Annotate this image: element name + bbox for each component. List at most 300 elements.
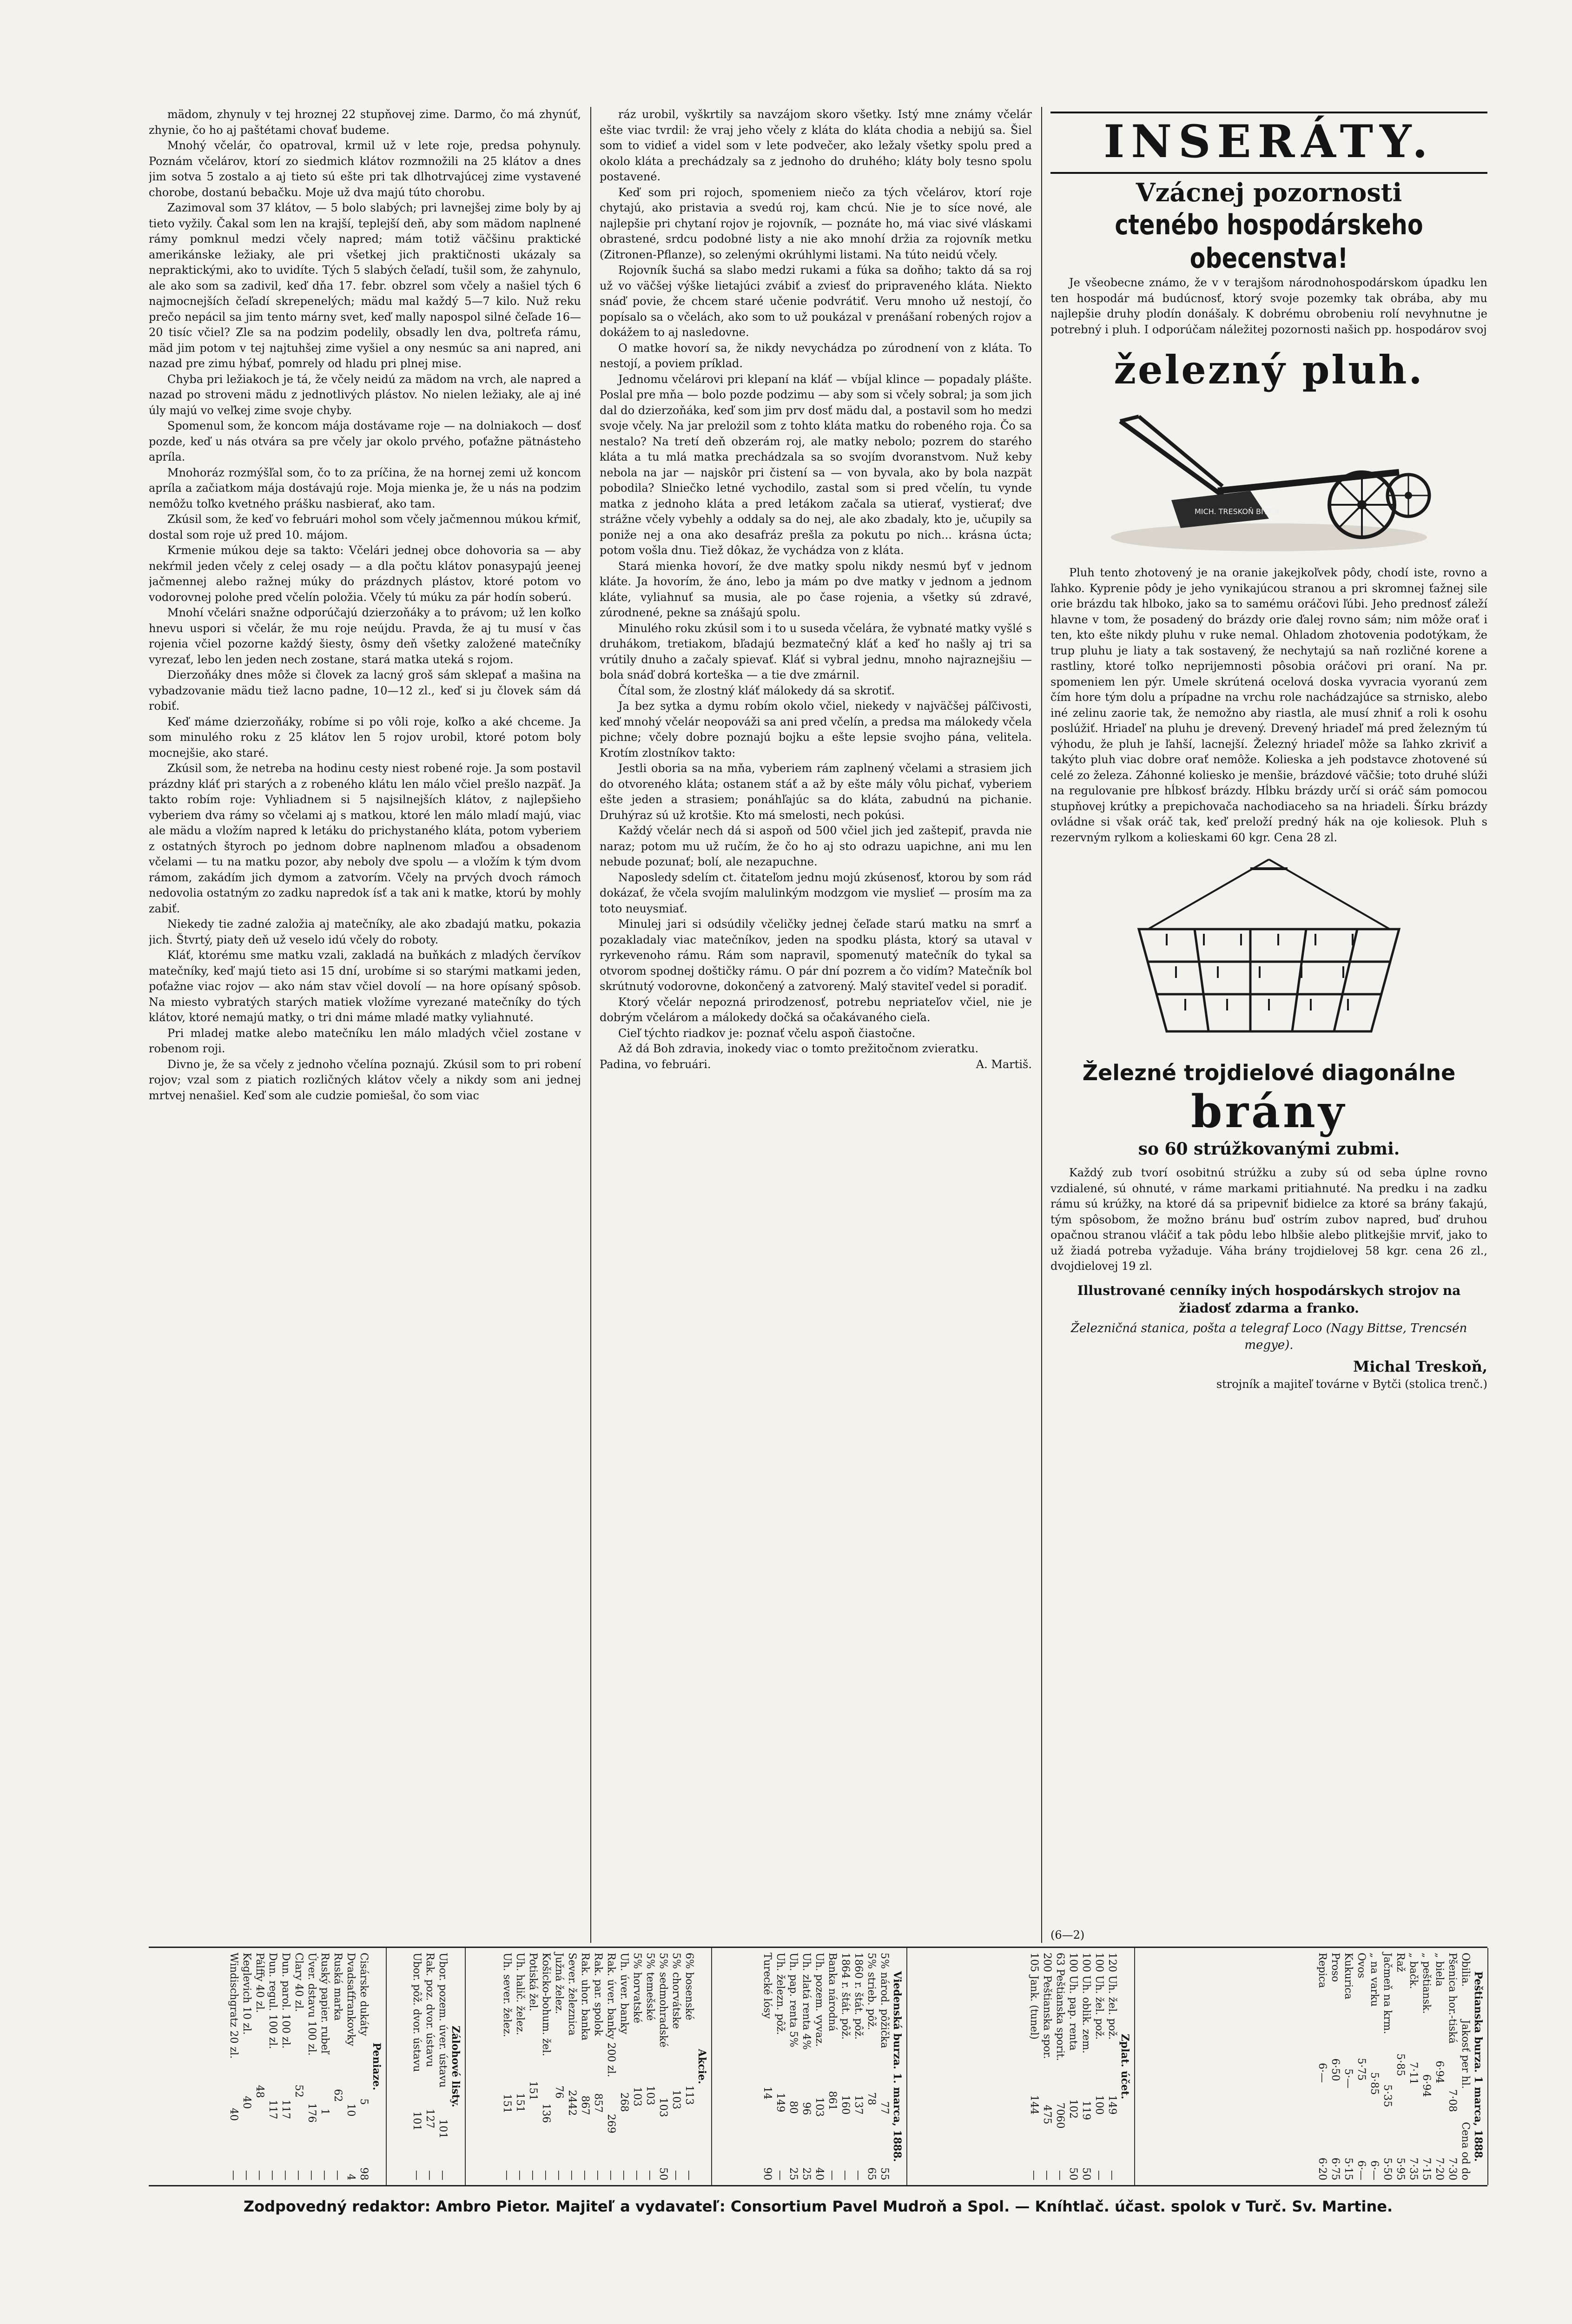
market-table-title: Zplat. účet.: [1119, 2034, 1131, 2100]
market-table-row: [852, 1953, 865, 2180]
article-paragraph: Minulej jari si odsúdily včeličky jednej čeľade starú matku na smrť a pozakladaly viac matečníkov, jeden na spodku plásta, ktorý sa utaval v ryrkevenoho rámu. Rám som napravil, spomenutý matečník do tykal sa otvorom spodnej doštičky rámu. O pár dní pozrem a čo vidím? Matečník bol skrútnutý vodorovne, dokončený a zatvorený. Malý staviteľ vedel si poradiť.: [600, 918, 1032, 993]
market-cell: Košicko-bohum. žel.: [540, 1953, 552, 2056]
market-cell: 5·75: [1355, 2058, 1367, 2081]
article-paragraph: O matke hovorí sa, že nikdy nevychádza po zúrodnení von z kláta. To nestojí, a poviem príklad.: [600, 341, 1032, 370]
market-cell: 55: [878, 2167, 890, 2180]
market-table-row: [812, 1953, 826, 2180]
market-cell: 113: [683, 2085, 695, 2105]
market-cell: 5·—: [1342, 2068, 1354, 2089]
harrow-illustration: [1111, 850, 1427, 1050]
market-cell: 5% temešské: [644, 1953, 656, 2021]
market-table-row: [1380, 1953, 1394, 2180]
market-cell: 7·30: [1447, 2158, 1458, 2180]
market-cell: 6·94: [1433, 2060, 1445, 2084]
inserts-subheading-2: ctenébo hospodárskeho obecenstva!: [1115, 209, 1423, 275]
market-cell: Jačmeň na krm.: [1381, 1953, 1393, 2034]
market-cell: —: [306, 2170, 317, 2180]
market-table-row: [656, 1953, 669, 2180]
market-cell: 62: [332, 2089, 343, 2102]
market-cell: 98: [358, 2167, 370, 2180]
market-cell: —: [332, 2170, 343, 2180]
market-cell: —: [437, 2170, 449, 2180]
market-cell: 5·85: [1368, 2072, 1380, 2095]
market-cell: 103: [670, 2090, 682, 2110]
market-cell: Kukurica: [1342, 1953, 1354, 2000]
article-paragraph: Chyba pri ležiakoch je tá, že včely neidú za mädom na vrch, ale napred a nazad po stroveni mädu z jednotlivých plástov. No nielen ležiaky, ale aj iné úly majú vo veľkej zime svoje chyby.: [149, 372, 581, 417]
market-cell: 127: [424, 2109, 436, 2129]
market-table-row: [826, 1953, 839, 2180]
market-cell: —: [826, 2170, 838, 2180]
market-cell: Clary 40 zl.: [293, 1953, 304, 2012]
market-table-row: [1354, 1953, 1367, 2180]
market-cell: 117: [267, 2100, 278, 2119]
article-paragraph: Minulého roku zkúsil som i to u suseda včelára, že vybnaté matky vyšlé s druhákom, tretiakom, bľadajú bezmatečný kláť a keď ho našly aj tri sa vrútily dnuho a začaly spievať. Kláť si vybral jednu, mnoho najraznejšiu — bola snáď dobrá korteška — a tie dve zmárnil.: [600, 621, 1032, 681]
harrow-ad-headline: brány: [1191, 1085, 1347, 1138]
market-cell: 160: [839, 2095, 851, 2115]
market-cell: Rak. poz. dvor. ústavu: [424, 1953, 436, 2067]
article-paragraph: Divno je, že sa včely z jednoho včelína poznajú. Zkúsil som to pri robení rojov; vzal som z piatich rozličných klátov včely a nikdy som ani jednej mrtvej nenašiel. Keď som ale cudzie pomiešal, čo som viac: [149, 1057, 581, 1102]
market-cell: „ bačk.: [1407, 1953, 1419, 1989]
market-cell: 861: [826, 2091, 838, 2111]
market-table-row: [292, 1953, 305, 2180]
article-paragraph: Krmenie múkou deje sa takto: Včelári jednej obce dohovoria sa — aby nekŕmil jeden včely z celej osady — a dla počtu klátov ponasypajú jeenej jačmennej alebo ražnej múky do prázdnych plástov, ktoré potom vo vodorovnej polohe pred včelín položia. Včely tú múku za pár hodín soberú.: [149, 544, 581, 604]
market-table-row: [617, 1953, 630, 2180]
market-cell: 6·20: [1316, 2158, 1328, 2180]
market-cell: 867: [579, 2095, 591, 2115]
market-table-row: [1367, 1953, 1380, 2180]
market-cell: 103: [631, 2086, 643, 2106]
market-cell: Južná želez.: [553, 1953, 565, 2014]
market-table-title: Viedenská burza. 1. marca, 1888.: [891, 1971, 903, 2162]
market-table-row: [423, 1953, 436, 2180]
market-cell: 137: [852, 2095, 864, 2115]
money-rates-table: [149, 1948, 387, 2185]
market-table-row: [1394, 1953, 1407, 2180]
vienna-exchange-table: [711, 1948, 907, 2185]
market-cell: 63 Peštianska sporit.: [1054, 1953, 1066, 2061]
market-cell: 176: [306, 2103, 317, 2123]
market-cell: Rak. par. spolok: [592, 1953, 604, 2036]
market-cell: 77: [878, 2101, 890, 2114]
mortgage-bonds-table: [386, 1948, 466, 2185]
harrow-ad-subtitle: so 60 strúžkovanými zubmi.: [1138, 1139, 1400, 1159]
plough-maker-mark: MICH. TRESKOŇ BITTSE: [1195, 507, 1282, 516]
market-table-row: [240, 1953, 253, 2180]
market-table-row: [1079, 1953, 1092, 2180]
market-cell: 105 Jank. (tunel): [1028, 1953, 1040, 2040]
article-paragraph: Keď máme dzierzoňáky, robíme si po vôli roje, koľko a aké chceme. Ja som minulého roku z 25 klátov len 5 rojov urobil, ktoré potom boly mocnejšie, ako staré.: [149, 715, 581, 759]
market-cell: 136: [540, 2103, 552, 2123]
market-table-title: Akcie.: [696, 2049, 708, 2084]
article-paragraph: Rojovník šuchá sa slabo medzi rukami a fúka sa doňho; takto dá sa roj už vo väčšej výške lietajúci zvábiť a zviesť do pripraveného kláta. Niekto snáď povie, že chcem staré učenie podvrátiť. Veru mnoho už nestojí, čo popísalo sa o včelách, ako som to už poukázal v prenášaní robených rojov a dokážem to aj nasledovne.: [600, 264, 1032, 339]
market-cell: 2442: [566, 2090, 578, 2116]
market-cell: 151: [501, 2093, 513, 2113]
market-cell: —: [553, 2170, 565, 2180]
market-cell: 50: [1067, 2167, 1079, 2180]
article-paragraph: Ktorý včelár nepozná prirodzenosť, potrebu nepriateľov včiel, nie je dobrým včelárom a málokedy dočká sa očakávaného cieľa.: [600, 995, 1032, 1024]
market-cell: —: [514, 2170, 526, 2180]
market-cell: 5% horvatské: [631, 1953, 643, 2023]
market-table-header: [1459, 1953, 1472, 2180]
market-header-cell: Cena od do: [1460, 2122, 1471, 2180]
market-table-row: [1027, 1953, 1040, 2180]
market-table-row: [630, 1953, 643, 2180]
market-cell: Uh. pap. renta 5%: [787, 1953, 799, 2047]
market-header-cell: Obilia.: [1460, 1953, 1471, 1987]
market-cell: 7·20: [1433, 2158, 1445, 2180]
article-paragraph: ráz urobil, vyškrtily sa navzájom skoro všetky. Istý mne známy včelár ešte viac tvrdil: že vraj jeho včely z kláta do kláta chodia a nebijú sa. Šiel som to vidieť a videl som v lete podvečer, ako ležaly všetky spolu pred a okolo kláta a prechádzaly sa z jednoho do druhého; kláty boly tesno spolu postavené.: [600, 108, 1032, 183]
article-paragraph: mädom, zhynuly v tej hroznej 22 stupňovej zime. Darmo, čo má zhynúť, zhynie, čo ho aj paštétami chovať budeme.: [149, 108, 581, 137]
market-table-row: [1040, 1953, 1053, 2180]
market-cell: 6·—: [1368, 2160, 1380, 2180]
market-cell: 14: [761, 2086, 773, 2100]
market-cell: —: [228, 2170, 239, 2180]
market-table-row: [839, 1953, 852, 2180]
market-cell: —: [1028, 2170, 1040, 2180]
market-table-title: Zálohové listy.: [449, 2026, 462, 2107]
market-cell: Uh. halič. želez.: [514, 1953, 526, 2035]
market-table-row: [1341, 1953, 1354, 2180]
market-cell: 6·—: [1316, 2063, 1328, 2083]
market-cell: 103: [644, 2086, 656, 2106]
advertisement-column: [1050, 107, 1487, 1943]
market-table-row: [1433, 1953, 1446, 2180]
market-table-row: [682, 1953, 695, 2180]
plough-ad-title: železný pluh.: [1114, 347, 1424, 393]
market-table-row: [865, 1953, 878, 2180]
market-cell: 5% národ. pôžička: [878, 1953, 890, 2048]
market-cell: 65: [865, 2167, 877, 2180]
signoff-place: Padina, vo februári.: [600, 1057, 711, 1071]
market-cell: Dvadsaťfrankovky: [345, 1953, 357, 2047]
market-cell: 50: [1080, 2167, 1092, 2180]
market-table-row: [305, 1953, 318, 2180]
market-table-row: [1420, 1953, 1433, 2180]
market-cell: —: [1106, 2170, 1118, 2180]
harrow-ad-body: Každý zub tvorí osobitnú strúžku a zuby sú od seba úplne rovno vzdialené, sú ohnuté, v ráme markami pritiahnuté. Na predku i na zadku rámu sú krúžky, na ktoré dá sa pripevniť bidielce za ktoré sa brány ťakajú, tým spôsobom, že možno bránu buď ostrím zubov napred, buď druhou opačnou stranou vláčiť a tak pôdu lebo hlbšie alebo plitkejšie mrviť, jako to už žiadá potreba vyžaduje. Váha brány trojdielovej 58 kgr. cena 26 zl., dvojdielovej 19 zl.: [1050, 1166, 1487, 1273]
market-cell: 117: [280, 2100, 291, 2119]
market-table-row: [1066, 1953, 1079, 2180]
article-paragraph: Zkúsil som, že netreba na hodinu cesty niest robené roje. Ja som postavil prázdny kláť pri starých a z robeného klátu len málo včiel prešlo nazpäť. Ja takto robím roje: Vyhliadnem si 5 najsilnejších klátov, z najlepšieho vyberiem dva rámy so včelami aj s matkou, ktoré len málo mladí majú, viac ale mädu a vložím napred k letáku do prichystaného kláta, potom vyberiem z ostatných štyroch po jednom dobre naplnenom mlaďou a obsadenom včelami — tu na matku pozor, aby neboly dve spolu — a vložím k tým dvom rámom, zakádím jich dymom a zatvorím. Včely na prvých dvoch rámoch nedovolia ostatným zo zadku napredok ísť a tak ani k matke, ktorú by mohly zabiť.: [149, 762, 581, 915]
market-cell: Sever. železnica: [566, 1953, 578, 2036]
article-paragraph: Zkúsil som, že keď vo februári mohol som včely jačmennou múkou kŕmiť, dostal som roje už pred 10. májom.: [149, 513, 581, 541]
market-cell: 5·85: [1394, 2053, 1406, 2076]
market-cell: 96: [800, 2102, 812, 2115]
market-cell: 102: [1067, 2099, 1079, 2119]
article-paragraph: Naposledy sdelím ct. čitateľom jednu mojú zkúsenosť, ktorou by som rád dokázať, že včela svojím malulinkým modzgom vie myslieť — prosím ma za toto neuysmiať.: [600, 871, 1032, 915]
market-cell: —: [254, 2170, 265, 2180]
market-cell: Uh. pozem. vyvaz.: [813, 1953, 825, 2047]
market-cell: 52: [293, 2084, 304, 2098]
market-cell: 103: [657, 2097, 669, 2117]
market-table-row: [773, 1953, 786, 2180]
market-cell: Proso: [1329, 1953, 1341, 1982]
market-cell: 5% chorvátske: [670, 1953, 682, 2029]
market-cell: Keglevich 10 zl.: [241, 1953, 252, 2035]
market-cell: 149: [1106, 2095, 1118, 2115]
market-cell: 1864 r. štát. pôž.: [839, 1953, 851, 2040]
article-paragraph: Cieľ týchto riadkov je: poznať včelu aspoň čiastočne.: [618, 1026, 916, 1040]
market-table-row: [513, 1953, 526, 2180]
market-table-row: [344, 1953, 357, 2180]
market-cell: —: [644, 2170, 656, 2180]
market-cell: 100: [1093, 2095, 1105, 2115]
advertiser-name: Michal Treskoň,: [1353, 1357, 1487, 1375]
market-cell: 7060: [1054, 2102, 1066, 2129]
market-cell: Cisárske dukáty: [358, 1953, 370, 2036]
market-cell: 25: [800, 2167, 812, 2180]
market-cell: Pšenica hor.-tiská: [1447, 1953, 1458, 2044]
market-cell: Banka národná: [826, 1953, 838, 2032]
market-cell: 1860 r. štát. pôž.: [852, 1953, 864, 2040]
advertiser-role: strojník a majiteľ továrne v Bytči (stolica trenč.): [1216, 1377, 1487, 1391]
market-cell: „ peštiansk.: [1420, 1953, 1432, 2014]
inserts-heading: INSERÁTY.: [1103, 115, 1434, 168]
station-info: Železničná stanica, pošta a telegraf Loco (Nagy Bittse, Trencsén megye).: [1070, 1321, 1467, 1352]
market-cell: Ovos: [1355, 1953, 1367, 1978]
market-reports: [149, 1947, 1487, 2186]
market-cell: 100 Uh. žel. pož.: [1093, 1953, 1105, 2040]
market-cell: 268: [618, 2092, 630, 2112]
market-cell: Repica: [1316, 1953, 1328, 1988]
market-cell: —: [241, 2170, 252, 2180]
market-cell: 5% sedmohradské: [657, 1953, 669, 2047]
market-cell: —: [267, 2170, 278, 2180]
market-cell: 1: [319, 2108, 330, 2115]
market-cell: —: [774, 2170, 786, 2180]
article-paragraph: Jestli oboria sa na mňa, vyberiem rám zaplnený včelami a strasiem jich do otvoreného kláta; ostanem stáť a až by ešte mály vôlu pichať, vyberiem ešte jeden a strasiem; ponáhľajúc sa do kláta, zabudnú na pichanie. Druhýraz sú už krotšie. Kto má smelosti, nech pokúsi.: [600, 762, 1032, 822]
market-cell: 80: [787, 2100, 799, 2114]
market-table-row: [539, 1953, 552, 2180]
market-table-row: [669, 1953, 682, 2180]
market-table-row: [799, 1953, 812, 2180]
market-cell: 151: [527, 2081, 539, 2101]
market-cell: —: [579, 2170, 591, 2180]
article-paragraph: Pri mladej matke alebo matečníku len málo mladých včiel zostane v robenom roji.: [149, 1026, 581, 1055]
market-cell: Turecké lósy: [761, 1953, 773, 2019]
market-cell: 144: [1028, 2095, 1040, 2115]
column-divider: [590, 107, 591, 1943]
market-cell: 100 Uh. pap. renta: [1067, 1953, 1079, 2051]
article-column-1: [149, 107, 581, 1943]
market-table-row: [436, 1953, 449, 2180]
harrow-ad-title: Železné trojdielové diagonálne: [1082, 1060, 1456, 1085]
article-paragraph: Spomenul som, že koncom mája dostávame roje — na dolniakoch — dosť pozde, keď u nás otvára sa pre včely jar okolo prvého, poťažne pätnásteho apríla.: [149, 419, 581, 463]
market-table-row: [552, 1953, 565, 2180]
market-table-row: [786, 1953, 799, 2180]
market-cell: 25: [787, 2167, 799, 2180]
market-cell: —: [280, 2170, 291, 2180]
article-paragraph: Mnohí včelári snažne odporúčajú dzierzoňáky a to právom; už len koľko hnevu uspori si včelár, že mu roje neújdu. Pravda, že aj tu musí v čas rojenia včiel pozorne každý šiesty, ôsmy deň všetky založené matečníky vyrezať, lebo len jeden nech zostane, stará matka uteká s rojom.: [149, 606, 581, 666]
market-cell: 6·94: [1420, 2074, 1432, 2097]
inserts-rule: [1050, 172, 1487, 174]
article-paragraph: Niekedy tie zadné založia aj matečníky, ale ako zbadajú matku, pokazia jich. Štvrtý, piaty deň už veselo idú včely do roboty.: [149, 918, 581, 946]
market-cell: —: [1041, 2170, 1053, 2180]
inserts-intro: Je všeobecne známo, že v v terajšom národnohospodárskom úpadku len ten hospodár má budúcnosť, ktorý svoje pozemky tak obrába, aby mu najlepšie druhy plodín donášaly. K dobrému obrobeniu rolí nevyhnutne je potrebný i pluh. I odporúčam náležitej pozornosti našich pp. hospodárov svoj: [1050, 276, 1487, 336]
market-cell: 6% bosenské: [683, 1953, 695, 2020]
market-cell: 100 Uh. oblik. zem.: [1080, 1953, 1092, 2053]
market-cell: Uh. úver. banky: [618, 1953, 630, 2034]
market-cell: Windischgratz 20 zl.: [228, 1953, 239, 2059]
market-cell: 7·08: [1447, 2089, 1458, 2112]
article-paragraph: Až dá Boh zdravia, inokedy viac o tomto prežitočnom zvieratku.: [618, 1042, 979, 1055]
market-cell: 6·50: [1329, 2058, 1341, 2081]
market-cell: Rak. úver. banky 200 zl.: [605, 1953, 617, 2077]
market-cell: —: [592, 2170, 604, 2180]
market-cell: —: [566, 2170, 578, 2180]
market-cell: —: [839, 2170, 851, 2180]
market-table-row: [1092, 1953, 1105, 2180]
market-cell: 151: [514, 2093, 526, 2113]
market-table-row: [331, 1953, 344, 2180]
market-cell: —: [540, 2170, 552, 2180]
market-cell: Dun. regul. 100 zl.: [267, 1953, 278, 2049]
market-table-row: [565, 1953, 578, 2180]
market-cell: —: [852, 2170, 864, 2180]
market-cell: —: [319, 2170, 330, 2180]
market-cell: 48: [254, 2085, 265, 2098]
market-table-row: [1446, 1953, 1459, 2180]
market-cell: 40: [813, 2167, 825, 2180]
market-table-row: [266, 1953, 279, 2180]
market-cell: 119: [1080, 2100, 1092, 2120]
market-cell: Ubor. pôž. dvor. ústavu: [411, 1953, 423, 2072]
market-cell: 78: [865, 2092, 877, 2106]
market-table-row: [1105, 1953, 1118, 2180]
market-table-row: [643, 1953, 656, 2180]
inserts-subheading: Vzácnej pozornosti: [1136, 178, 1402, 207]
market-cell: —: [501, 2170, 513, 2180]
market-cell: 5·95: [1394, 2158, 1406, 2180]
market-cell: 6·75: [1329, 2158, 1341, 2180]
pest-grain-table: [1134, 1948, 1488, 2185]
market-table-title: Peštianska burza. 1 marca, 1888.: [1472, 1971, 1484, 2162]
article-paragraph: Čítal som, že zlostný kláť málokedy dá sa skrotiť.: [618, 684, 895, 697]
market-cell: Rak. uhor. banka: [579, 1953, 591, 2040]
market-table-row: [357, 1953, 370, 2180]
catalog-notice: Illustrované cenníky iných hospodárskych strojov na žiadosť zdarma a franko.: [1077, 1282, 1461, 1316]
article-paragraph: Dierzoňáky dnes môže si človek za lacný groš sám sklepať a mašina na vybadzovanie mädu tiež lacno padne, 10—12 zl., keď si ju človek sám dá robiť.: [149, 668, 581, 713]
ad-code: (6—2): [1050, 1928, 1085, 1941]
market-cell: 90: [761, 2167, 773, 2180]
market-cell: —: [618, 2170, 630, 2180]
market-cell: Úver. dstavu 100 zl.: [306, 1953, 317, 2056]
market-cell: 10: [345, 2103, 357, 2117]
market-cell: Uh. sever. želez.: [501, 1953, 513, 2037]
market-cell: 5·50: [1381, 2158, 1393, 2180]
market-table-row: [591, 1953, 604, 2180]
market-cell: —: [1054, 2170, 1066, 2180]
market-cell: Ubor. pozem. úver. ústavu: [437, 1953, 449, 2088]
market-cell: 76: [553, 2086, 565, 2099]
inserts-rule: [1050, 112, 1487, 113]
market-cell: Uh. zlatá renta 4%: [800, 1953, 812, 2050]
market-table-row: [1407, 1953, 1420, 2180]
market-table-row: [526, 1953, 539, 2180]
market-table-row: [578, 1953, 591, 2180]
market-cell: 7·11: [1407, 2062, 1419, 2085]
market-cell: 857: [592, 2093, 604, 2113]
market-cell: 5·35: [1381, 2084, 1393, 2107]
market-cell: 6·—: [1355, 2160, 1367, 2180]
shares-table: [465, 1948, 712, 2185]
market-cell: —: [605, 2170, 617, 2180]
market-cell: „ biela: [1433, 1953, 1445, 1987]
imprint-footer: Zodpovedný redaktor: Ambro Pietor. Majiteľ a vydavateľ: Consortium Pavel Mudroň a Spol. — Kníhtlač. účast. spolok v Turč. Sv. Martine.: [243, 2198, 1393, 2215]
market-cell: Uh. železn. pôž.: [774, 1953, 786, 2035]
market-cell: 4: [345, 2173, 357, 2180]
market-cell: 50: [657, 2167, 669, 2180]
market-table-row: [318, 1953, 331, 2180]
market-cell: „ na varku: [1368, 1953, 1380, 2007]
market-cell: —: [670, 2170, 682, 2180]
article-column-2: [600, 107, 1032, 1943]
market-table-title: Peniaze.: [370, 2042, 383, 2091]
signoff-author: A. Martiš.: [976, 1057, 1032, 1071]
market-table-row: [500, 1953, 513, 2180]
market-cell: —: [1093, 2170, 1105, 2180]
market-cell: 120 Uh. žel. pož.: [1106, 1953, 1118, 2040]
article-paragraph: Jednomu včelárovi pri klepaní na kláť — vbíjal klince — popadaly plášte. Poslal pre mňa — bolo pozde podzimu — aby som si včely sobral; ja som jich dal do dzierzoňáka, keď som jim prv dosť mädu dal, a postavil som ho medzi svoje včely. Na jar prelożil som z tohto kláta matku do robeného roja. Čo sa nestalo? Na tretí deň obzerám roj, ale matky nebolo; pozrem do starého kláta a tu mlá matka prechádzala sa so svojím dvoranstvom. Nuž keby nebola na jar — najskôr pri čistení sa — von byvala, ako by bola nazpät pobodila? Slniečko letné vychodilo, zastal som si pred včelín, tu vynde matka z jednoho kláta a pred letákom začala sa utierať, vystierať; dve strážne včely vybehly a oddaly sa do nej, ale ako zbadaly, kto je, učupily sa poniže nej a ona ako desafráz prešla za pokutu po nich... krásna úcta; potom vošla dnu. Tiež dôkaz, že vychádza von z kláta.: [600, 372, 1032, 557]
market-table-row: [760, 1953, 773, 2180]
article-paragraph: Zazimoval som 37 klátov, — 5 bolo slabých; pri lavnejšej zime boly by aj tieto vyžily. Čakal som len na krajší, teplejší deň, aby som mädom naplnené rámy pomknul medzi včely napred; mám totiž väčšinu praktické amerikánske ležiaky, ale pri všetkej jich praktičnosti ukázaly sa nepraktickými, ako to uvidíte. Tých 5 slabých čeľadí, tušil som, že zahynulo, ale ako som sa zadivil, keď dňa 17. febr. obzrel som včely a našiel tých 6 najmocnejších čeľadí skrepenelých; mädu mal každý 5—7 kilo. Nuž reku prečo nepácil sa jim tento márny svet, keď mally napospol silné čeľade 16—20 tisíc včiel? Zle sa na podzim podelily, obsadly len dva, poltreťa rámu, mäd jim potom v tej najtuhšej zime vyšiel a ony nesmúc sa ani napred, ani nazad pre zimu hýbať, pomrely od hladu pri plnej mise.: [149, 201, 581, 370]
market-table-row: [1328, 1953, 1341, 2180]
market-table-row: [1315, 1953, 1328, 2180]
market-cell: Ruský papier. rubeľ: [319, 1953, 330, 2054]
market-cell: 101: [411, 2111, 423, 2131]
market-cell: Potiská žel.: [527, 1953, 539, 2012]
market-table-row: [410, 1953, 423, 2180]
market-cell: 40: [228, 2108, 239, 2121]
article-paragraph: Ja bez sytka a dymu robím okolo včiel, niekedy v najväčšej páľčivosti, keď mnohý včelár neopováži sa ani pred včelín, a predsa ma málokedy včela pichne; včely dobre poznajú bojku a ešte lepsie svojho pána, velitela. Krotím zlostníkov takto:: [600, 700, 1032, 759]
market-cell: —: [424, 2170, 436, 2180]
market-table-row: [1053, 1953, 1066, 2180]
market-cell: 5·15: [1342, 2158, 1354, 2180]
newspaper-page: [149, 93, 1487, 2240]
market-cell: 40: [241, 2096, 252, 2109]
market-cell: Raž: [1394, 1953, 1406, 1972]
article-paragraph: Mnohoráz rozmýšľal som, čo to za príčina, že na hornej zemi už koncom apríla a začiatkom mája dostávajú roje. Moja mienka je, že u nás na podzim nemôžu toľko kvetného prášku nasbierať, ako tam.: [149, 466, 581, 510]
market-cell: 475: [1041, 2105, 1053, 2125]
article-paragraph: Každý včelár nech dá si aspoň od 500 včiel jich jed zaštepiť, pravda nie naraz; potom mu už ručím, že čo ho aj sto odrazu uapichne, ani mu len nebude pozunať; bolí, ale nezapuchne.: [600, 824, 1032, 868]
market-cell: Pálffy 40 zl.: [254, 1953, 265, 2013]
market-cell: 200 Peštianska spor.: [1041, 1953, 1053, 2059]
article-paragraph: Stará mienka hovorí, že dve matky spolu nikdy nesmú byť v jednom kláte. Ja hovorím, že áno, lebo ja mám po dve matky v jednom a jednom kláte, vyliahnuť sa musia, ale po čase rojenia, a všetky sú zdravé, zúrodnené, pekne sa znášajú spolu.: [600, 559, 1032, 619]
article-paragraph: Kláť, ktorému sme matku vzali, zakladá na buňkách z mladých červíkov matečníky, keď majú tieto asi 15 dní, urobíme si so starými matkami jeden, poťažne viac rojov — ako nám stav včiel dovolí — na hore opísaný spôsob. Na miesto vybratých starých matiek vložíme vyrezané matečníky do tých klátov, ktoré nemajú matky, o tri dni máme mladé matky vyliahnuté.: [149, 949, 581, 1024]
market-cell: 103: [813, 2097, 825, 2117]
market-cell: 269: [605, 2113, 617, 2133]
column-divider: [1041, 107, 1042, 1943]
market-cell: 7·35: [1407, 2158, 1419, 2180]
bonds-table: [906, 1948, 1135, 2185]
market-cell: —: [293, 2170, 304, 2180]
market-table-row: [227, 1953, 240, 2180]
market-cell: 101: [437, 2119, 449, 2139]
plough-illustration: [1102, 403, 1436, 556]
article-paragraph: Mnohý včelár, čo opatroval, krmil už v lete roje, predsa pohynuly. Poznám včelárov, ktorí zo siedmich klátov rozmnožili na 25 klátov a dnes jim sotva 5 zostalo a aj tieto sú ešte pri tak dlhotrvajúcej zime vystavené chorobe, dostanú bebačku. Moje už dva majú túto chorobu.: [149, 139, 581, 199]
article-signoff: [600, 1057, 1032, 1073]
market-cell: —: [631, 2170, 643, 2180]
market-cell: 7·15: [1420, 2158, 1432, 2180]
market-table-row: [253, 1953, 266, 2180]
market-header-cell: Jakosť per hl.: [1460, 2020, 1471, 2089]
market-table-row: [279, 1953, 292, 2180]
market-cell: 149: [774, 2093, 786, 2113]
market-cell: —: [683, 2170, 695, 2180]
plough-ad-body: Pluh tento zhotovený je na oranie jakejkoľvek pôdy, chodí iste, rovno a ľahko. Kyprenie pôdy je jeho vynikajúcou stranou a pri skromnej ťažnej sile orie brázdu tak hlboko, jako sa to samému oráčovi ľúbi. Jeho prednosť záleží hlavne v tom, že posadený do brázdy orie ďalej rovno sám; nim môže orať i ten, kto ešte nikdy pluhu v ruke nemal. Ohladom zhotovenia podotýkam, že trup pluhu je liaty a tak sostavený, že nechytajú sa naň rozličné korene a rastliny, ktoré toľko neprijemnosti pôsobia oráčovi pri oraní. Na pr. spomeniem len pýr. Umele skrútená ocelová doska vyvracia vyoranú zem čím hore tým dolu a prípadne na vrchu role nachádzajúce sa strnisko, alebo iné zelinu zaorie tak, že nemožno aby riastla, ale musí zhniť a roli k osohu poslúžiť. Hriadeľ na pluhu je drevený. Drevený hriadeľ má pred železným tú výhodu, že pluh je ľahší, lacnejší. Železný hriadeľ môže sa ľahko zkriviť a takýto pluh viac dobre orať nemôže. Kolieska a jeh podstavce zhotovené sú celé zo železa. Záhonné koliesko je menšie, brázdové väčšie; toto druhé slúži na regulovanie pre hĺbkosť brázdy. Hĺbku brázdy určí si oráč sám pomocou stupňovej krútky a prepichovača nachodiaceho sa na hriadeli. Šírku brázdy ovládne si však oráč tak, keď preloží predný hák na oje koliesok. Pluh s rezervným rylkom a kolieskami 60 kgr. Cena 28 zl.: [1050, 566, 1487, 844]
market-table-row: [878, 1953, 891, 2180]
market-table-row: [604, 1953, 617, 2180]
